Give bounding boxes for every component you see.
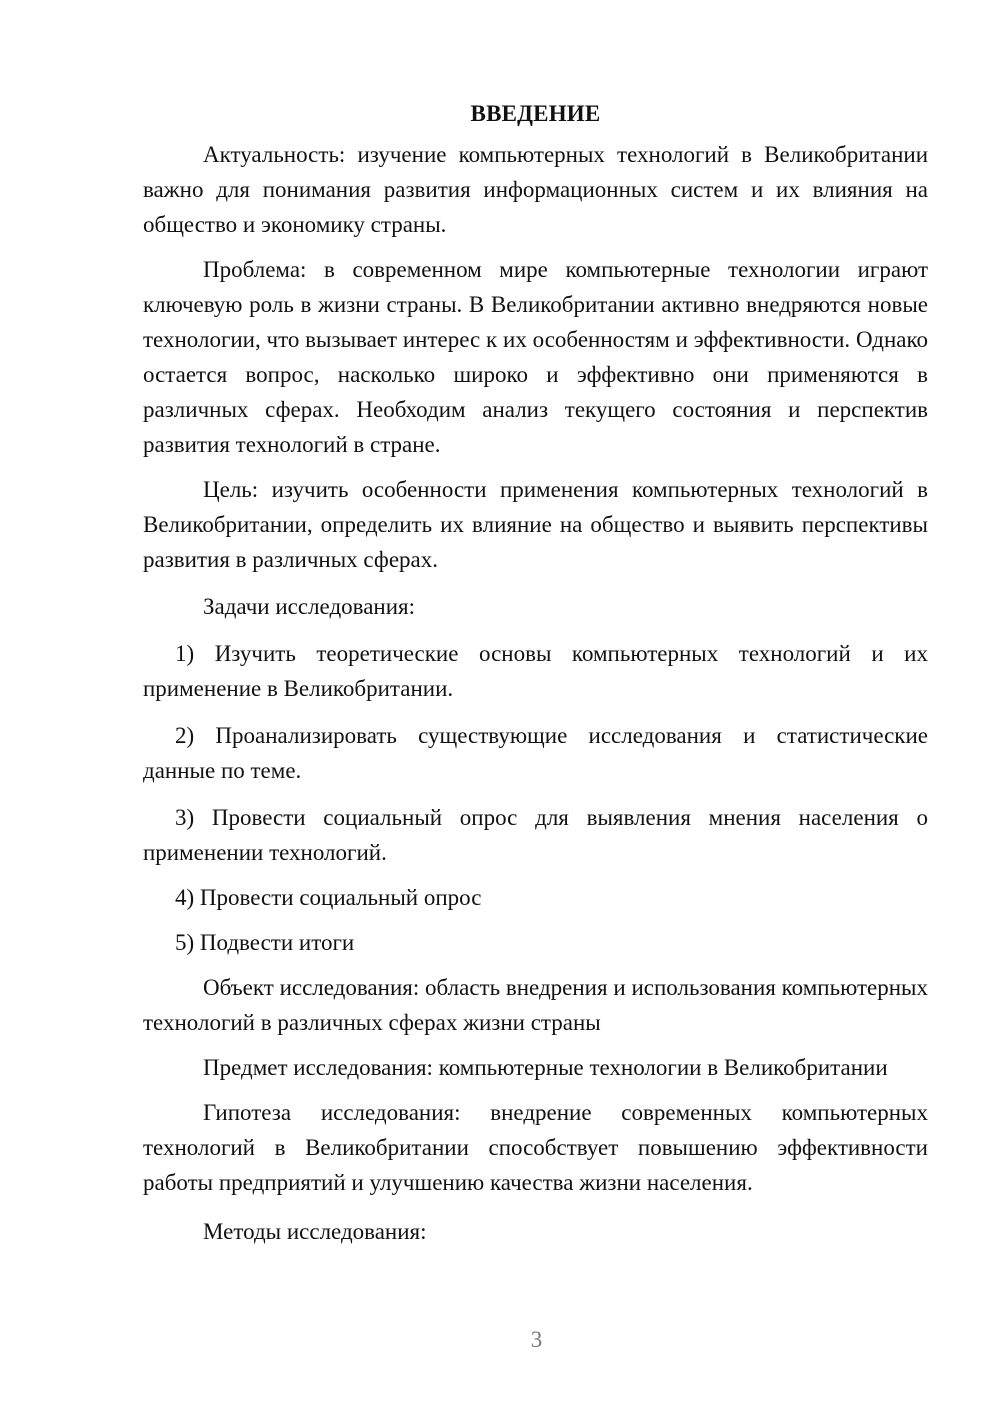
- subject-paragraph: Предмет исследования: компьютерные технологии в Великобритании: [203, 1055, 888, 1080]
- problem-paragraph: Проблема: в современном мире компьютерные технологии играют ключевую роль в жизни страны. В Великобритании активно внедряются новые технологии, что вызывает интерес к их особенностям и эффективности. Однако остается вопрос, насколько широко и эффективно они применяются в различных сферах. Необходим анализ текущего состояния и перспектив развития технологий в стране.: [143, 257, 928, 457]
- object-paragraph: Объект исследования: область внедрения и использования компьютерных технологий в различных сферах жизни страны: [143, 975, 928, 1035]
- task-item: 3) Провести социальный опрос для выявления мнения населения о применении технологий.: [143, 805, 928, 865]
- methods-heading: Методы исследования:: [203, 1219, 427, 1244]
- tasks-heading: Задачи исследования:: [203, 594, 416, 619]
- task-item: 1) Изучить теоретические основы компьютерных технологий и их применение в Великобритании.: [143, 641, 928, 701]
- page-title: ВВЕДЕНИЕ: [470, 101, 601, 126]
- document-content: [143, 96, 928, 1249]
- page-number: 3: [530, 1327, 543, 1352]
- task-item: 2) Проанализировать существующие исследования и статистические данные по теме.: [143, 723, 928, 783]
- task-item: 5) Подвести итоги: [175, 930, 355, 955]
- goal-paragraph: Цель: изучить особенности применения компьютерных технологий в Великобритании, определить их влияние на общество и выявить перспективы развития в различных сферах.: [143, 477, 928, 572]
- hypothesis-paragraph: Гипотеза исследования: внедрение современных компьютерных технологий в Великобритании способствует повышению эффективности работы предприятий и улучшению качества жизни населения.: [143, 1100, 928, 1195]
- task-item: 4) Провести социальный опрос: [175, 885, 482, 910]
- relevance-paragraph: Актуальность: изучение компьютерных технологий в Великобритании важно для понимания развития информационных систем и их влияния на общество и экономику страны.: [143, 142, 928, 237]
